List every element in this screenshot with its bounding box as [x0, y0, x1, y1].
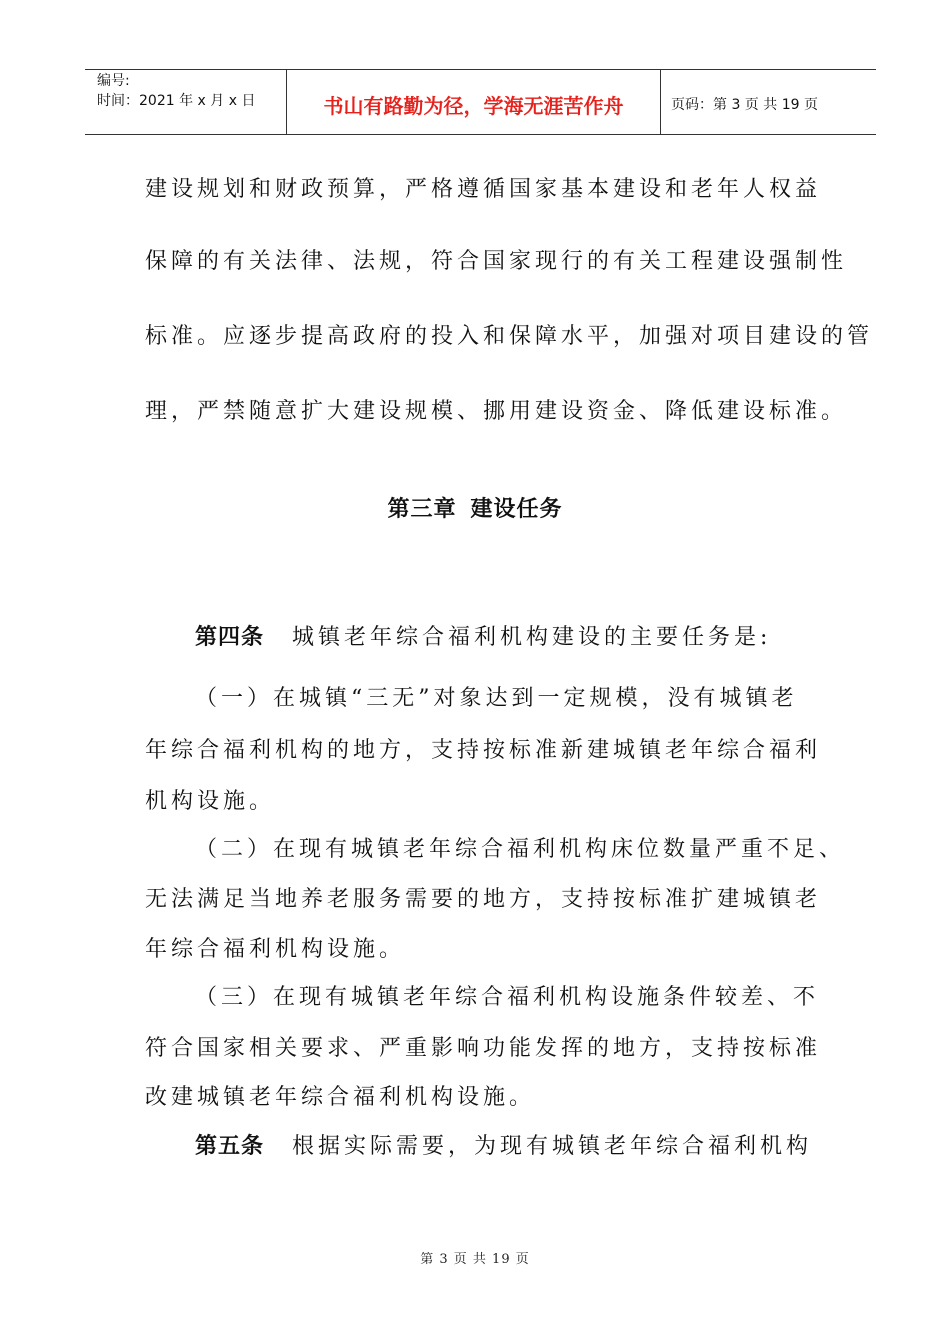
item-2-line-2: 无法满足当地养老服务需要的地方，支持按标准扩建城镇老 [145, 887, 822, 912]
chapter-title: 建设任务 [470, 497, 563, 522]
item-3-line-3: 改建城镇老年综合福利机构设施。 [145, 1085, 536, 1110]
item-1-line-1: （一）在城镇“三无”对象达到一定规模，没有城镇老 [195, 686, 798, 711]
header-page-info: 页码：第 3 页 共 19 页 [671, 97, 818, 113]
time-label: 时间：2021 年 x 月 x 日 [97, 93, 256, 109]
chapter-number: 第三章 [387, 497, 457, 522]
article-4-text: 城镇老年综合福利机构建设的主要任务是: [292, 625, 772, 650]
article-5-label: 第五条 [195, 1134, 265, 1159]
item-2-line-3: 年综合福利机构设施。 [145, 937, 406, 962]
article-4-label: 第四条 [195, 625, 265, 650]
article-4 [195, 620, 771, 651]
item-3-line-1: （三）在现有城镇老年综合福利机构设施条件较差、不 [195, 985, 820, 1010]
item-1-line-2: 年综合福利机构的地方，支持按标准新建城镇老年综合福利 [145, 738, 822, 763]
item-1-line-3: 机构设施。 [145, 789, 276, 814]
item-3-line-2: 符合国家相关要求、严重影响功能发挥的地方，支持按标准 [145, 1036, 822, 1061]
chapter-heading [0, 492, 950, 523]
article-5 [195, 1129, 812, 1160]
page-header [85, 69, 876, 135]
body-line-2: 保障的有关法律、法规，符合国家现行的有关工程建设强制性 [145, 249, 848, 274]
page-footer: 第 3 页 共 19 页 [420, 1252, 530, 1267]
item-2-line-1: （二）在现有城镇老年综合福利机构床位数量严重不足、 [195, 837, 846, 862]
number-label: 编号: [97, 73, 130, 89]
header-motto: 书山有路勤为径，学海无涯苦作舟 [287, 70, 661, 134]
body-line-3: 标准。应逐步提高政府的投入和保障水平，加强对项目建设的管 [145, 324, 874, 349]
body-line-1: 建设规划和财政预算，严格遵循国家基本建设和老年人权益 [145, 177, 822, 202]
body-line-4: 理，严禁随意扩大建设规模、挪用建设资金、降低建设标准。 [145, 399, 848, 424]
header-meta [85, 70, 287, 134]
article-5-text: 根据实际需要，为现有城镇老年综合福利机构 [292, 1134, 813, 1159]
